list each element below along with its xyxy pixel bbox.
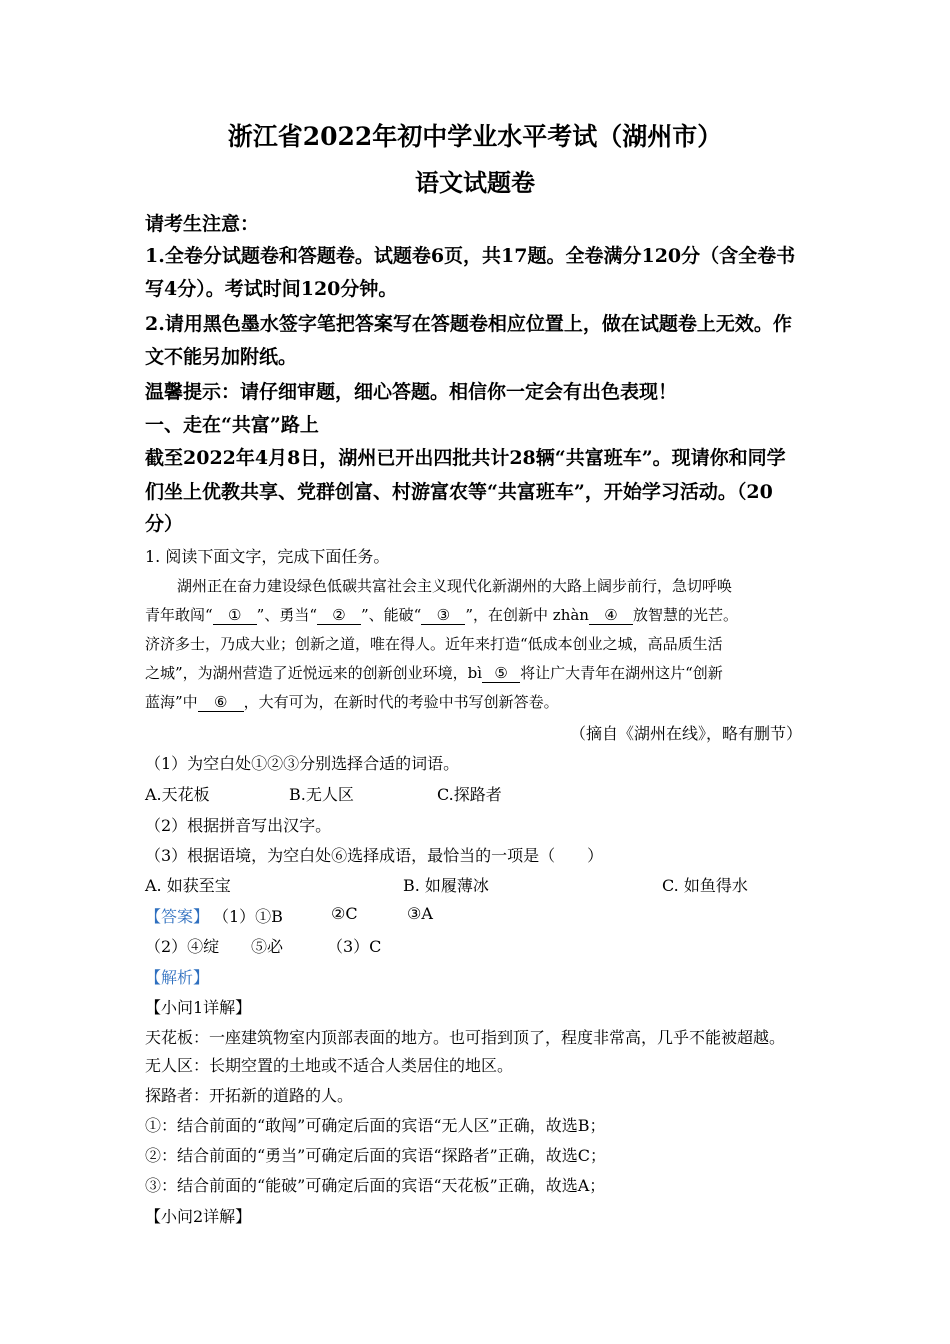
passage-text: ”、能破“ (361, 606, 422, 624)
explanation-1: ①：结合前面的“敢闯”可确定后面的宾语“无人区”正确，故选B； (145, 1116, 606, 1135)
passage-text: 放智慧的光芒。 (632, 606, 738, 624)
option-b: B. 如履薄冰 (403, 876, 489, 895)
passage-text: 之城”，为湖州营造了近悦远来的创新创业环境，bì (145, 664, 483, 682)
definition-3: 探路者：开拓新的道路的人。 (145, 1086, 354, 1105)
passage-text: ，大有可为，在新时代的考验中书写创新答卷。 (243, 693, 559, 711)
notice-item-1a: 1.全卷分试题卷和答题卷。试题卷6页，共17题。全卷满分120分（含全卷书 (145, 245, 796, 267)
passage-text: ”，在创新中 zhàn (465, 606, 589, 624)
option-b: B.无人区 (289, 785, 354, 804)
definition-2: 无人区：长期空置的土地或不适合人类居住的地区。 (145, 1056, 514, 1075)
section-intro-2: 们坐上优教共享、党群创富、村游富农等“共富班车”，开始学习活动。（20 (145, 481, 773, 503)
blank-1: ① (213, 606, 257, 625)
section-intro-1: 截至2022年4月8日，湖州已开出四批共计28辆“共富班车”。现请你和同学 (145, 447, 786, 469)
blank-3: ③ (421, 606, 465, 625)
page-title: 浙江省2022年初中学业水平考试（湖州市） (227, 122, 723, 151)
explanation-3: ③：结合前面的“能破”可确定后面的宾语“天花板”正确，故选A； (145, 1176, 606, 1195)
notice-item-2a: 2.请用黑色墨水签字笔把答案写在答题卷相应位置上，做在试题卷上无效。作 (145, 313, 792, 335)
passage-text: ”、勇当“ (256, 606, 318, 624)
analysis-tag: 【解析】 (145, 968, 210, 987)
answer-item: ②C (331, 904, 358, 923)
section-title: 一、走在“共富”路上 (145, 414, 319, 436)
passage-source: （摘自《湖州在线》，略有删节） (569, 724, 802, 743)
page-subtitle: 语文试题卷 (415, 168, 535, 197)
blank-4: ④ (589, 606, 633, 625)
sub-question-1: （1）为空白处①②③分别选择合适的词语。 (145, 754, 460, 773)
answer-item: （1）①B (213, 907, 283, 926)
notice-item-2b: 文不能另加附纸。 (145, 346, 298, 368)
section-intro-3: 分） (145, 513, 184, 535)
answer-tag: 【答案】 (145, 907, 210, 926)
passage-text: 蓝海”中 (145, 693, 198, 711)
answer-item: （2）④绽 (145, 937, 220, 956)
sub-question-3: （3）根据语境，为空白处⑥选择成语，最恰当的一项是（ ） (145, 846, 604, 865)
sub1-detail-heading: 【小问1详解】 (145, 998, 252, 1017)
notice-tip: 温馨提示：请仔细审题，细心答题。相信你一定会有出色表现！ (145, 381, 678, 403)
definition-1: 天花板：一座建筑物室内顶部表面的地方。也可指到顶了，程度非常高，几乎不能被超越。 (145, 1028, 786, 1047)
answer-item: （3）C (327, 937, 382, 956)
passage-line-3: 济济多士，乃成大业；创新之道，唯在得人。近年来打造“低成本创业之城，高品质生活 (145, 635, 723, 653)
blank-6: ⑥ (198, 693, 244, 712)
passage-line-2 (145, 604, 738, 625)
sub2-detail-heading: 【小问2详解】 (145, 1207, 252, 1226)
answer-item: ③A (407, 904, 433, 923)
option-a: A. 如获至宝 (145, 876, 231, 895)
blank-5: ⑤ (482, 664, 520, 683)
notice-heading: 请考生注意： (145, 213, 260, 235)
passage-line-5 (145, 691, 559, 712)
question-stem: 1. 阅读下面文字，完成下面任务。 (145, 547, 390, 566)
passage-line-4 (145, 662, 723, 683)
passage-text: 将让广大青年在湖州这片“创新 (520, 664, 723, 682)
explanation-2: ②：结合前面的“勇当”可确定后面的宾语“探路者”正确，故选C； (145, 1146, 606, 1165)
option-a: A.天花板 (145, 785, 210, 804)
answer-item: ⑤必 (251, 937, 284, 956)
sub-question-2: （2）根据拼音写出汉字。 (145, 816, 332, 835)
passage-text: 青年敢闯“ (145, 606, 213, 624)
option-c: C. 如鱼得水 (662, 876, 748, 895)
blank-2: ② (317, 606, 361, 625)
option-c: C.探路者 (437, 785, 502, 804)
notice-item-1b: 写4分）。考试时间120分钟。 (145, 278, 398, 300)
passage-line-1: 湖州正在奋力建设绿色低碳共富社会主义现代化新湖州的大路上阔步前行，急切呼唤 (177, 577, 733, 595)
